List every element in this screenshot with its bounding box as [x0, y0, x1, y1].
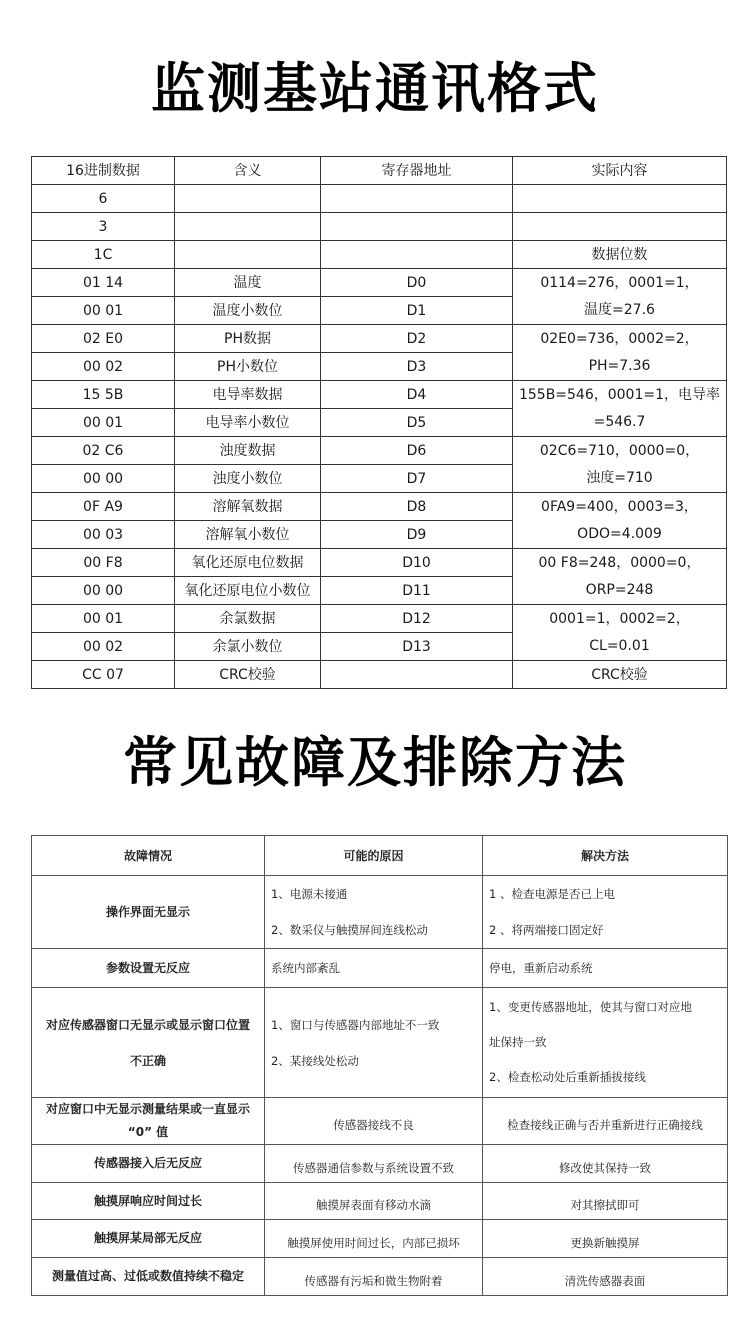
fault-line: 测量值过高、过低或数值持续不稳定 [51, 1269, 244, 1284]
content-line: PH=7.36 [588, 357, 651, 374]
meaning-cell: 氧化还原电位小数位 [175, 577, 321, 605]
address-cell: D7 [321, 465, 513, 493]
solution-line: 1 、检查电源是否已上电 [489, 887, 615, 901]
cause-line: 2、数采仪与触摸屏间连线松动 [271, 923, 428, 937]
hex-cell: 00 02 [32, 353, 175, 381]
fault-line: 不正确 [129, 1053, 166, 1068]
address-cell [321, 241, 513, 269]
cause-cell [265, 1220, 483, 1258]
header-cause: 可能的原因 [265, 836, 483, 876]
table-row [32, 1258, 728, 1296]
table-row [32, 988, 728, 1098]
meaning-cell: 温度 [175, 269, 321, 297]
header-actual-content: 实际内容 [513, 157, 727, 185]
meaning-cell [175, 185, 321, 213]
header-register-address: 寄存器地址 [321, 157, 513, 185]
hex-cell: 00 03 [32, 521, 175, 549]
cause-line: 传感器有污垢和微生物附着 [304, 1273, 443, 1288]
content-cell: 数据位数 [513, 241, 727, 269]
table-row [32, 269, 727, 297]
solution-line: 1、变更传感器地址，使其与窗口对应地 [489, 1000, 692, 1014]
table-row [32, 876, 728, 949]
content-cell [513, 185, 727, 213]
solution-line: 址保持一致 [489, 1035, 547, 1049]
address-cell: D9 [321, 521, 513, 549]
meaning-cell: 余氯小数位 [175, 633, 321, 661]
hex-cell: 02 E0 [32, 325, 175, 353]
fault-line: 对应窗口中无显示测量结果或一直显示 [45, 1102, 250, 1117]
fault-cell [32, 1098, 265, 1145]
fault-cell [32, 949, 265, 988]
hex-cell: 1C [32, 241, 175, 269]
table-header-row [32, 157, 727, 185]
meaning-cell: 溶解氧数据 [175, 493, 321, 521]
meaning-cell: 温度小数位 [175, 297, 321, 325]
content-line: 0001=1，0002=2， [549, 610, 690, 627]
table-row [32, 493, 727, 521]
fault-cell [32, 1258, 265, 1296]
table-row [32, 605, 727, 633]
section-title-troubleshooting: 常见故障及排除方法 [123, 731, 627, 794]
hex-cell: 00 F8 [32, 549, 175, 577]
fault-cell [32, 1183, 265, 1220]
solution-line: 2、检查松动处后重新插拔接线 [489, 1070, 646, 1084]
fault-line: “0” 值 [127, 1125, 169, 1139]
table-row [32, 437, 727, 465]
address-cell [321, 213, 513, 241]
fault-line: 参数设置无反应 [105, 960, 190, 975]
cause-line: 传感器通信参数与系统设置不致 [293, 1160, 454, 1175]
content-line: 浊度=710 [586, 469, 653, 486]
address-cell: D8 [321, 493, 513, 521]
solution-cell [483, 1220, 728, 1258]
table-row [32, 241, 727, 269]
meaning-cell: 电导率数据 [175, 381, 321, 409]
content-cell [513, 213, 727, 241]
table-row [32, 661, 727, 689]
solution-line: 对其擦拭即可 [570, 1198, 640, 1212]
address-cell: D12 [321, 605, 513, 633]
cause-line: 传感器接线不良 [333, 1118, 414, 1132]
hex-cell: 00 01 [32, 605, 175, 633]
content-line: ORP=248 [585, 581, 654, 598]
hex-cell: CC 07 [32, 661, 175, 689]
solution-cell [483, 1098, 728, 1145]
cause-cell [265, 876, 483, 949]
section-title-comm-format: 监测基站通讯格式 [151, 57, 599, 120]
fault-cell [32, 1145, 265, 1183]
content-line: 0114=276，0001=1， [540, 274, 699, 291]
solution-line: 检查接线正确与否并重新进行正确接线 [507, 1118, 703, 1132]
solution-cell [483, 949, 728, 988]
content-line: 155B=546，0001=1，电导率 [518, 386, 721, 403]
content-cell-dissolved-oxygen [513, 493, 727, 549]
content-cell-turbidity [513, 437, 727, 493]
meaning-cell: 溶解氧小数位 [175, 521, 321, 549]
hex-cell: 0F A9 [32, 493, 175, 521]
fault-line: 触摸屏某局部无反应 [93, 1231, 202, 1246]
address-cell: D1 [321, 297, 513, 325]
cause-cell [265, 1183, 483, 1220]
solution-cell [483, 876, 728, 949]
fault-cell [32, 988, 265, 1098]
fault-cell [32, 876, 265, 949]
table-row [32, 325, 727, 353]
content-cell-chlorine [513, 605, 727, 661]
comm-format-table [31, 156, 727, 689]
meaning-cell: PH数据 [175, 325, 321, 353]
cause-line: 系统内部紊乱 [271, 961, 340, 975]
content-cell-temperature [513, 269, 727, 325]
content-cell-conductivity [513, 381, 727, 437]
solution-cell [483, 1145, 728, 1183]
content-line: 温度=27.6 [584, 301, 655, 318]
solution-cell [483, 1183, 728, 1220]
table-row [32, 549, 727, 577]
content-line: 02E0=736，0002=2， [540, 330, 699, 347]
cause-cell [265, 949, 483, 988]
fault-line: 传感器接入后无反应 [93, 1156, 202, 1171]
solution-cell [483, 1258, 728, 1296]
hex-cell: 00 01 [32, 297, 175, 325]
address-cell [321, 185, 513, 213]
content-line: 00 F8=248，0000=0， [538, 554, 701, 571]
address-cell: D10 [321, 549, 513, 577]
table-row [32, 1183, 728, 1220]
content-cell-orp [513, 549, 727, 605]
fault-cell [32, 1220, 265, 1258]
hex-cell: 01 14 [32, 269, 175, 297]
cause-line: 1、电源未接通 [271, 887, 348, 901]
cause-cell [265, 988, 483, 1098]
meaning-cell [175, 241, 321, 269]
header-meaning: 含义 [175, 157, 321, 185]
cause-cell [265, 1258, 483, 1296]
solution-line: 清洗传感器表面 [564, 1273, 646, 1288]
content-line: 0FA9=400，0003=3， [541, 498, 698, 515]
table-row [32, 1145, 728, 1183]
address-cell: D2 [321, 325, 513, 353]
address-cell: D5 [321, 409, 513, 437]
header-fault: 故障情况 [32, 836, 265, 876]
hex-cell: 00 02 [32, 633, 175, 661]
cause-line: 2、某接线处松动 [271, 1053, 359, 1068]
content-line: 02C6=710，0000=0， [539, 442, 700, 459]
header-hex: 16进制数据 [32, 157, 175, 185]
solution-cell [483, 988, 728, 1098]
hex-cell: 6 [32, 185, 175, 213]
table-row [32, 1220, 728, 1258]
meaning-cell [175, 213, 321, 241]
solution-line: 更换新触摸屏 [570, 1235, 640, 1250]
meaning-cell: 浊度小数位 [175, 465, 321, 493]
address-cell: D0 [321, 269, 513, 297]
address-cell [321, 661, 513, 689]
address-cell: D11 [321, 577, 513, 605]
meaning-cell: 电导率小数位 [175, 409, 321, 437]
solution-line: 停电，重新启动系统 [489, 961, 593, 975]
solution-line: 2 、将两端接口固定好 [489, 923, 604, 937]
hex-cell: 3 [32, 213, 175, 241]
fault-line: 操作界面无显示 [105, 904, 190, 919]
table-row [32, 213, 727, 241]
table-row [32, 185, 727, 213]
meaning-cell: CRC校验 [175, 661, 321, 689]
address-cell: D13 [321, 633, 513, 661]
meaning-cell: 氧化还原电位数据 [175, 549, 321, 577]
header-solution: 解决方法 [483, 836, 728, 876]
content-line: CL=0.01 [589, 637, 650, 654]
table-header-row [32, 836, 728, 876]
address-cell: D3 [321, 353, 513, 381]
meaning-cell: PH小数位 [175, 353, 321, 381]
content-line: =546.7 [593, 413, 646, 430]
cause-line: 触摸屏使用时间过长，内部已损坏 [287, 1235, 460, 1250]
content-line: ODO=4.009 [577, 525, 662, 542]
cause-line: 触摸屏表面有移动水滴 [316, 1198, 431, 1212]
address-cell: D4 [321, 381, 513, 409]
cause-line: 1、窗口与传感器内部地址不一致 [271, 1017, 440, 1032]
hex-cell: 00 01 [32, 409, 175, 437]
content-cell-crc: CRC校验 [513, 661, 727, 689]
fault-line: 对应传感器窗口无显示或显示窗口位置 [45, 1017, 250, 1032]
meaning-cell: 余氯数据 [175, 605, 321, 633]
hex-cell: 00 00 [32, 465, 175, 493]
hex-cell: 15 5B [32, 381, 175, 409]
content-cell-ph [513, 325, 727, 381]
table-row [32, 949, 728, 988]
cause-cell [265, 1145, 483, 1183]
solution-line: 修改使其保持一致 [559, 1160, 651, 1175]
troubleshooting-table [31, 835, 728, 1296]
fault-line: 触摸屏响应时间过长 [93, 1193, 202, 1208]
meaning-cell: 浊度数据 [175, 437, 321, 465]
hex-cell: 00 00 [32, 577, 175, 605]
address-cell: D6 [321, 437, 513, 465]
cause-cell [265, 1098, 483, 1145]
table-row [32, 381, 727, 409]
table-row [32, 1098, 728, 1145]
hex-cell: 02 C6 [32, 437, 175, 465]
